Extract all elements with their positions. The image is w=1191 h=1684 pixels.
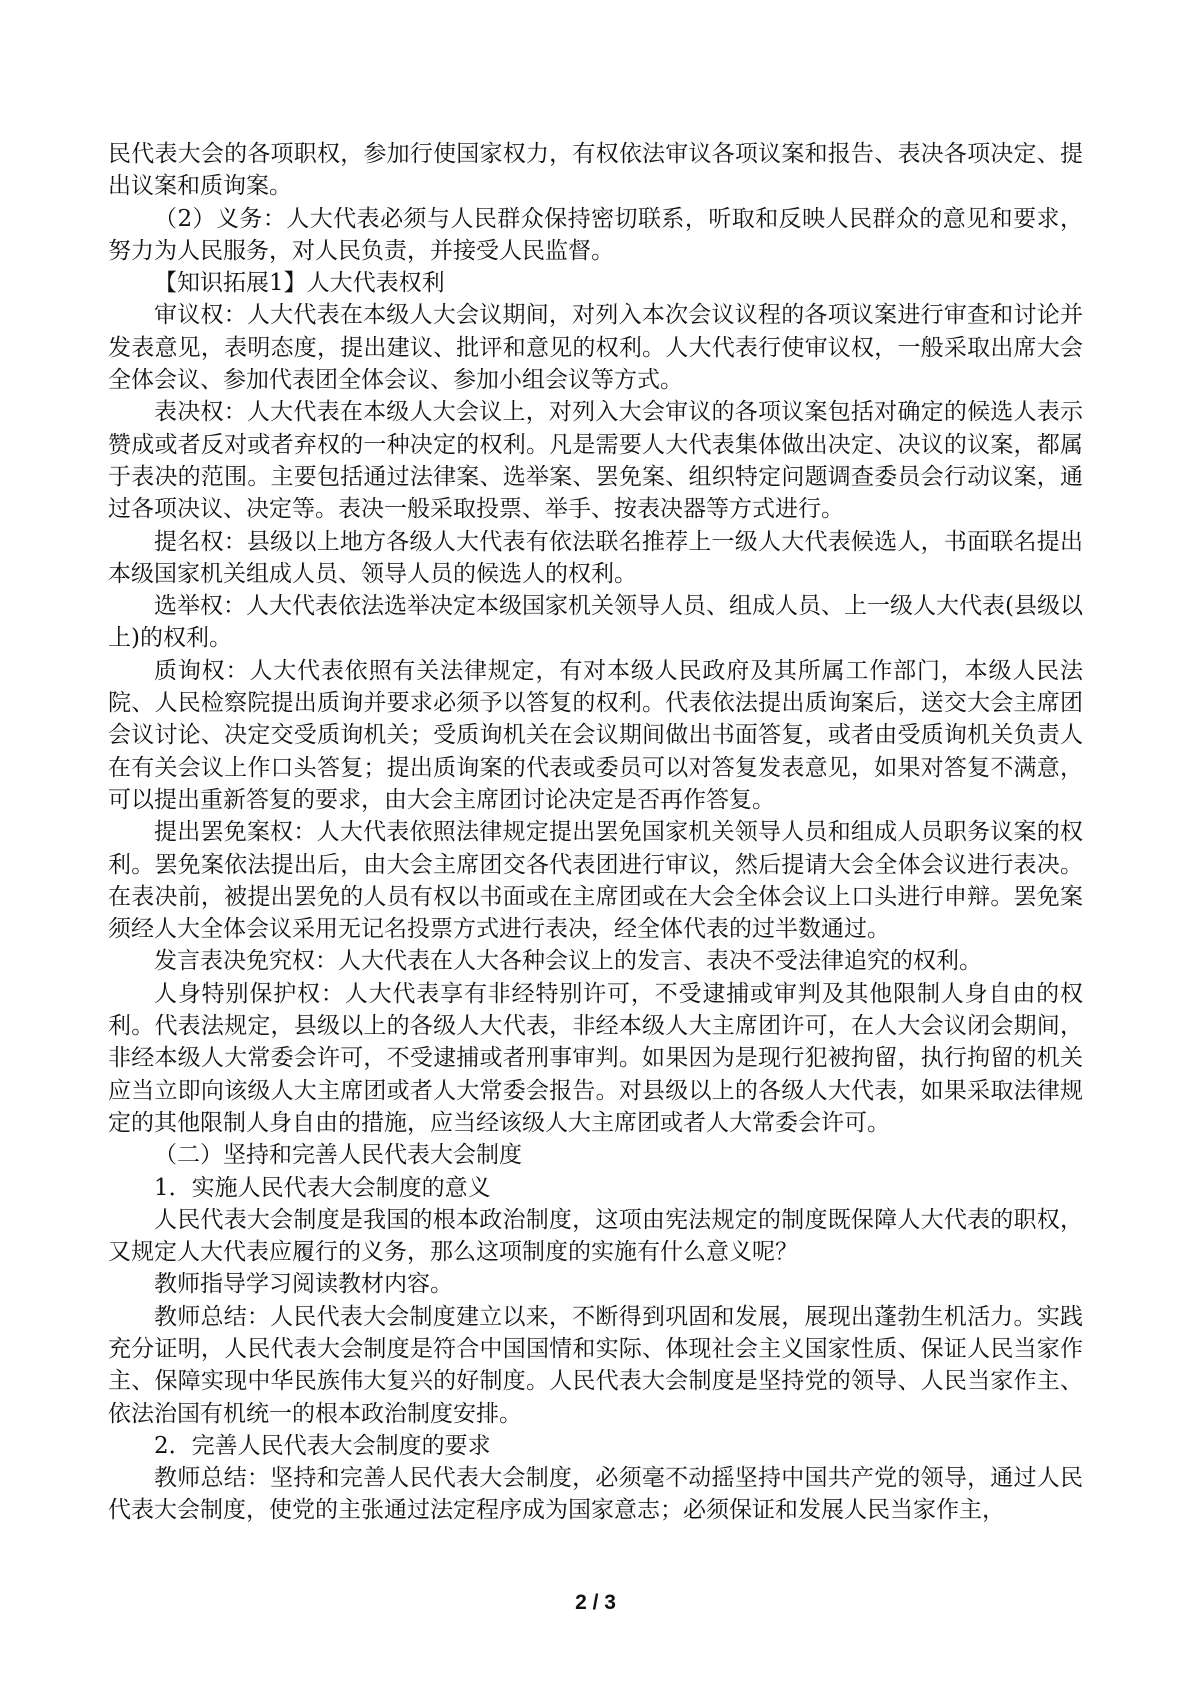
paragraph: 提名权：县级以上地方各级人大代表有依法联名推荐上一级人大代表候选人，书面联名提出本级国家机关组成人员、领导人员的候选人的权利。 xyxy=(108,528,1083,587)
paragraph: （2）义务：人大代表必须与人民群众保持密切联系，听取和反映人民群众的意见和要求，努力为人民服务，对人民负责，并接受人民监督。 xyxy=(108,205,1083,264)
paragraph: 表决权：人大代表在本级人大会议上，对列入大会审议的各项议案包括对确定的候选人表示赞成或者反对或者弃权的一种决定的权利。凡是需要人大代表集体做出决定、决议的议案，都属于表决的范围。主要包括通过法律案、选举案、罢免案、组织特定问题调查委员会行动议案，通过各项决议、决定等。表决一般采取投票、举手、按表决器等方式进行。 xyxy=(108,399,1083,523)
paragraph: 1．实施人民代表大会制度的意义 xyxy=(154,1174,491,1201)
paragraph: 提出罢免案权：人大代表依照法律规定提出罢免国家机关领导人员和组成人员职务议案的权利。罢免案依法提出后，由大会主席团交各代表团进行审议，然后提请大会全体会议进行表决。在表决前，被提出罢免的人员有权以书面或在主席团或在大会全体会议上口头进行申辩。罢免案须经人大全体会议采用无记名投票方式进行表决，经全体代表的过半数通过。 xyxy=(108,819,1083,943)
paragraph: 民代表大会的各项职权，参加行使国家权力，有权依法审议各项议案和报告、表决各项决定、提出议案和质询案。 xyxy=(108,141,1083,200)
paragraph: 教师总结：坚持和完善人民代表大会制度，必须毫不动摇坚持中国共产党的领导，通过人民代表大会制度，使党的主张通过法定程序成为国家意志；必须保证和发展人民当家作主， xyxy=(108,1465,1083,1524)
document-body xyxy=(108,138,1083,1527)
page-number: 2 / 3 xyxy=(575,1591,616,1614)
paragraph: 质询权：人大代表依照有关法律规定，有对本级人民政府及其所属工作部门，本级人民法院、人民检察院提出质询并要求必须予以答复的权利。代表依法提出质询案后，送交大会主席团会议讨论、决定交受质询机关；受质询机关在会议期间做出书面答复，或者由受质询机关负责人在有关会议上作口头答复；提出质询案的代表或委员可以对答复发表意见，如果对答复不满意，可以提出重新答复的要求，由大会主席团讨论决定是否再作答复。 xyxy=(108,657,1083,813)
paragraph: 人身特别保护权：人大代表享有非经特别许可，不受逮捕或审判及其他限制人身自由的权利。代表法规定，县级以上的各级人大代表，非经本级人大主席团许可，在人大会议闭会期间，非经本级人大常委会许可，不受逮捕或者刑事审判。如果因为是现行犯被拘留，执行拘留的机关应当立即向该级人大主席团或者人大常委会报告。对县级以上的各级人大代表，如果采取法律规定的其他限制人身自由的措施，应当经该级人大主席团或者人大常委会许可。 xyxy=(108,980,1083,1136)
paragraph: 人民代表大会制度是我国的根本政治制度，这项由宪法规定的制度既保障人大代表的职权，又规定人大代表应履行的义务，那么这项制度的实施有什么意义呢？ xyxy=(108,1206,1083,1266)
paragraph: 选举权：人大代表依法选举决定本级国家机关领导人员、组成人员、上一级人大代表(县级以上)的权利。 xyxy=(108,593,1083,652)
paragraph: 发言表决免究权：人大代表在人大各种会议上的发言、表决不受法律追究的权利。 xyxy=(154,948,982,975)
paragraph: 2．完善人民代表大会制度的要求 xyxy=(154,1432,491,1459)
paragraph: 【知识拓展1】人大代表权利 xyxy=(154,270,445,297)
paragraph: （二）坚持和完善人民代表大会制度 xyxy=(154,1142,522,1169)
paragraph: 教师指导学习阅读教材内容。 xyxy=(154,1271,453,1298)
paragraph: 审议权：人大代表在本级人大会议期间，对列入本次会议议程的各项议案进行审查和讨论并发表意见，表明态度，提出建议、批评和意见的权利。人大代表行使审议权，一般采取出席大会全体会议、参加代表团全体会议、参加小组会议等方式。 xyxy=(108,302,1083,394)
paragraph: 教师总结：人民代表大会制度建立以来，不断得到巩固和发展，展现出蓬勃生机活力。实践充分证明，人民代表大会制度是符合中国国情和实际、体现社会主义国家性质、保证人民当家作主、保障实现中华民族伟大复兴的好制度。人民代表大会制度是坚持党的领导、人民当家作主、依法治国有机统一的根本政治制度安排。 xyxy=(108,1303,1083,1427)
